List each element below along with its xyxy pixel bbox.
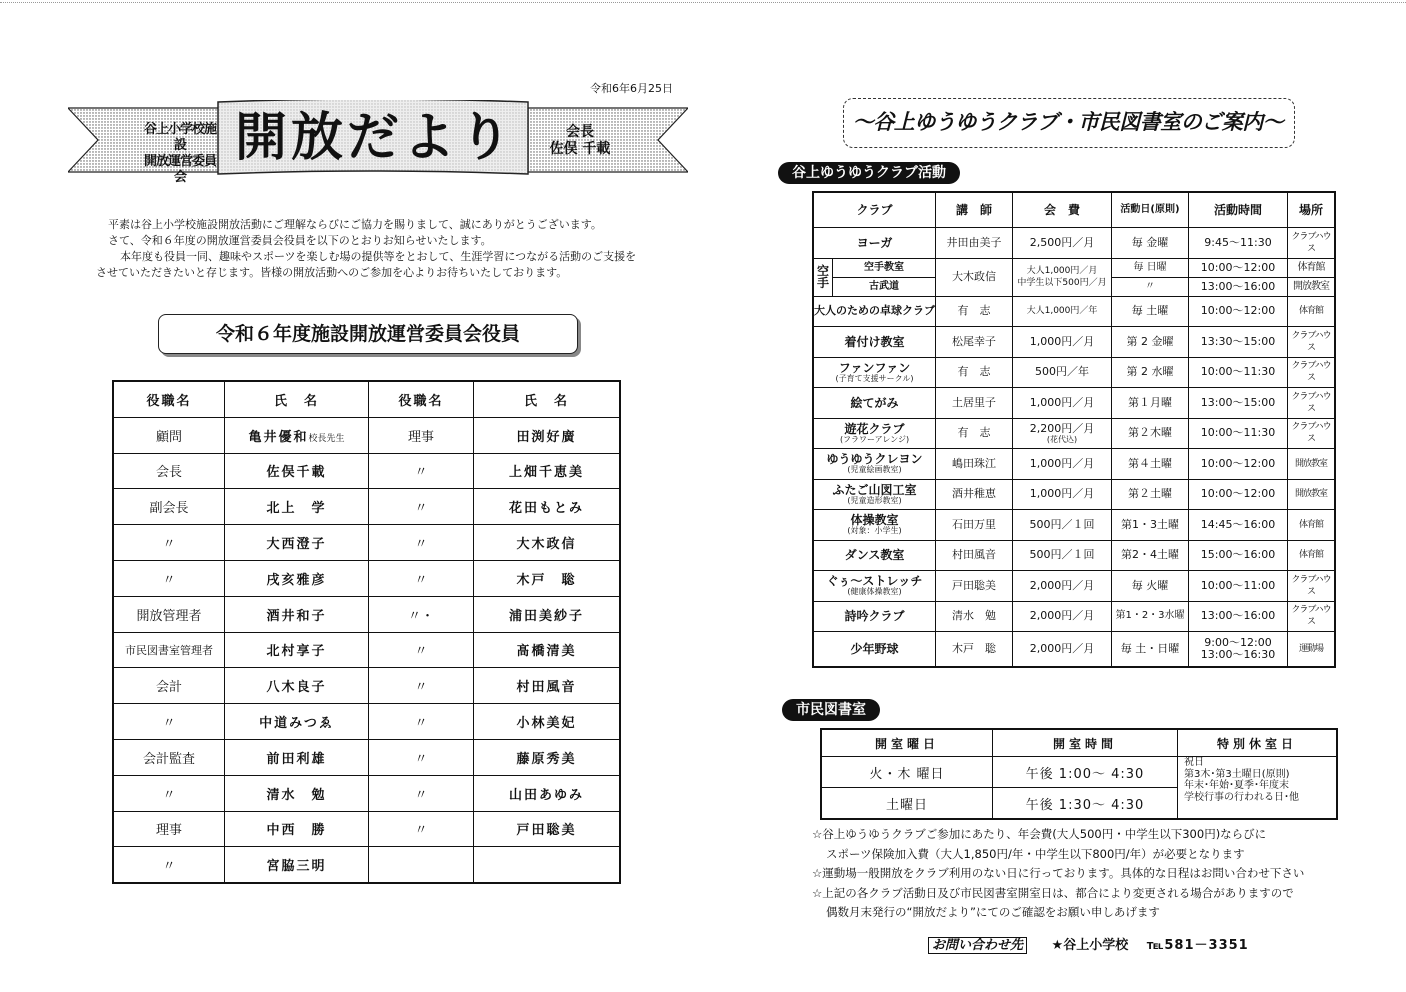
officer-note: 校長先生 [308, 433, 345, 444]
club-place: クラブハウス [1288, 228, 1336, 259]
table-row [813, 510, 1335, 541]
officer-role: 〃 [113, 525, 225, 561]
officer-role: 〃 [369, 704, 474, 740]
officers-section-title: 令和６年度施設開放運営委員会役員 [158, 314, 578, 354]
officer-role: 〃 [113, 560, 225, 596]
officer-name: 清水 勉 [225, 775, 369, 811]
note-line: スポーツ保険加入費（大人1,850円/年・中学生以下800円/年）が必要となります [826, 846, 1245, 861]
officers-header-row [113, 381, 620, 417]
club-time: 10:00～12:00 [1189, 296, 1288, 327]
club-name-note: (対象：小学生) [847, 526, 902, 536]
table-row [813, 601, 1335, 632]
club-name-text: 体操教室 [850, 513, 899, 528]
officer-name [225, 417, 369, 453]
club-day: 毎 火曜 [1112, 571, 1189, 602]
club-day: 第 2 水曜 [1112, 357, 1189, 388]
officer-role: 〃 [369, 632, 474, 668]
contact-phone: ℡581－3351 [1146, 938, 1249, 953]
club-name [813, 357, 936, 388]
officer-name: 宮脇三明 [225, 847, 369, 883]
club-time: 10:00～12:00 [1189, 479, 1288, 510]
table-row [113, 453, 620, 489]
club-fee-text: 2,200円／月 [1029, 421, 1095, 435]
table-row [813, 258, 1335, 277]
president-name: 佐俣 千載 [549, 141, 611, 157]
header-role-right: 役職名 [369, 381, 474, 417]
contact-label: お問い合わせ先 [928, 937, 1027, 954]
club-name: ヨーガ [813, 228, 936, 259]
officer-name: 藤原秀美 [474, 739, 621, 775]
club-fee-note: (花代込) [1046, 434, 1078, 444]
club-name [813, 479, 936, 510]
club-teacher: 清水 勉 [936, 601, 1013, 632]
intro-line-2: さて、令和６年度の開放運営委員会役員を以下のとおりお知らせいたします。 [108, 234, 492, 247]
officer-role: 〃 [369, 739, 474, 775]
table-row [113, 632, 620, 668]
club-place: 開放教室 [1288, 449, 1336, 480]
club-time: 13:00～15:00 [1189, 388, 1288, 419]
intro-text [96, 217, 696, 281]
header-teacher: 講 師 [936, 192, 1013, 228]
club-fee-child: 中学生以下500円／月 [1017, 278, 1107, 288]
officer-name: 花田もとみ [474, 489, 621, 525]
closed-item: 年末･年始･夏季･年度末 [1184, 780, 1289, 791]
club-day: 毎 土曜 [1112, 296, 1189, 327]
officer-name [474, 847, 621, 883]
officer-name: 酒井和子 [225, 596, 369, 632]
closed-item: 学校行事の行われる日･他 [1184, 791, 1299, 803]
club-time: 10:00～11:30 [1189, 418, 1288, 449]
club-fee: 1,000円／月 [1013, 449, 1112, 480]
note-line: ☆運動場一般開放をクラブ利用のない日に行っております。具体的な日程はお問い合わせ下さい [812, 866, 1305, 880]
header-day: 活動日(原則) [1112, 192, 1189, 228]
officer-role [369, 847, 474, 883]
officer-role: 〃 [369, 811, 474, 847]
club-name-text: ぐぅ～ストレッチ [826, 574, 923, 589]
club-teacher: 木戸 聡 [936, 632, 1013, 668]
table-row [113, 847, 620, 883]
officer-role: 〃 [369, 560, 474, 596]
karate-group-label: 空手 [813, 258, 833, 296]
club-place: 体育館 [1288, 510, 1336, 541]
table-row [113, 489, 620, 525]
closed-item: 祝日 [1184, 757, 1204, 768]
club-name-text: ファンファン [838, 360, 911, 375]
library-closed-days [1178, 757, 1338, 820]
club-day: 第２木曜 [1112, 418, 1189, 449]
officer-name: 大西澄子 [225, 525, 369, 561]
contact-school: ★谷上小学校 [1051, 938, 1129, 953]
club-fee: 1,000円／月 [1013, 388, 1112, 419]
club-day: 毎 金曜 [1112, 228, 1189, 259]
club-name [813, 449, 936, 480]
club-name: 少年野球 [813, 632, 936, 668]
club-fee: 2,000円／月 [1013, 571, 1112, 602]
club-day: 第２土曜 [1112, 479, 1189, 510]
club-name-text: ゆうゆうクレヨン [826, 452, 923, 467]
closed-item: 第3木･第3土曜日(原則) [1184, 768, 1290, 780]
club-time: 9:45～11:30 [1189, 228, 1288, 259]
club-name [813, 571, 936, 602]
club-name: 大人のための卓球クラブ [813, 296, 936, 327]
table-row [113, 811, 620, 847]
club-fee: 500円／１回 [1013, 540, 1112, 571]
officer-role: 会計 [113, 668, 225, 704]
club-time: 13:30～15:00 [1189, 327, 1288, 358]
club-time: 15:00～16:00 [1189, 540, 1288, 571]
club-time: 10:00～12:00 [1189, 449, 1288, 480]
officer-role: 開放管理者 [113, 596, 225, 632]
officer-name: 戸田聡美 [474, 811, 621, 847]
club-fee: 2,000円／月 [1013, 632, 1112, 668]
club-teacher: 村田風音 [936, 540, 1013, 571]
header-time: 活動時間 [1189, 192, 1288, 228]
club-fee: 2,500円／月 [1013, 228, 1112, 259]
intro-line-1: 平素は谷上小学校施設開放活動にご理解ならびにご協力を賜りまして、誠にありがとうございます。 [108, 218, 602, 231]
header-role-left: 役職名 [113, 381, 225, 417]
officer-name: 前田利雄 [225, 739, 369, 775]
club-fee: 1,000円／月 [1013, 479, 1112, 510]
banner-org-line1: 谷上小学校施設 [143, 122, 216, 153]
officer-name: 上畑千恵美 [474, 453, 621, 489]
officer-name: 村田風音 [474, 668, 621, 704]
table-row [113, 417, 620, 453]
table-row [813, 228, 1335, 259]
club-time-am: 9:00～12:00 [1204, 636, 1272, 649]
club-name: 着付け教室 [813, 327, 936, 358]
club-time: 10:00～11:30 [1189, 357, 1288, 388]
club-time: 13:00～16:00 [1189, 277, 1288, 296]
table-row [813, 327, 1335, 358]
club-fee: 500円／１回 [1013, 510, 1112, 541]
table-row [113, 525, 620, 561]
officer-name-text: 亀井優和 [248, 429, 309, 445]
banner-org-line2: 開放運営委員会 [143, 154, 216, 185]
officer-name: 小林美妃 [474, 704, 621, 740]
club-day: 〃 [1112, 277, 1189, 296]
officer-role: 〃 [369, 489, 474, 525]
header-club: クラブ [813, 192, 936, 228]
club-teacher: 有 志 [936, 418, 1013, 449]
header-name-right: 氏 名 [474, 381, 621, 417]
table-row [113, 596, 620, 632]
header-closed-days: 特別休室日 [1178, 729, 1338, 757]
table-row [813, 571, 1335, 602]
officer-name: 大木政信 [474, 525, 621, 561]
club-place: クラブハウス [1288, 601, 1336, 632]
president-label: 会長 [566, 124, 594, 140]
officers-table [112, 380, 621, 884]
table-row [813, 479, 1335, 510]
officer-name: 田渕好廣 [474, 417, 621, 453]
club-name-note: (フラワーアレンジ) [839, 434, 910, 444]
club-time: 14:45～16:00 [1189, 510, 1288, 541]
table-row [813, 632, 1335, 668]
newsletter-title: 開放だより [234, 108, 515, 168]
officer-role: 市民図書室管理者 [113, 632, 225, 668]
club-day: 第1・2・3水曜 [1112, 601, 1189, 632]
notes [812, 825, 1372, 923]
club-name [813, 418, 936, 449]
club-place: クラブハウス [1288, 357, 1336, 388]
club-name-note: (子育て支援サークル) [835, 373, 914, 383]
club-library-heading: ～谷上ゆうゆうクラブ・市民図書室のご案内～ [852, 110, 1284, 134]
officer-name: 浦田美紗子 [474, 596, 621, 632]
table-row [813, 296, 1335, 327]
officer-role: 会長 [113, 453, 225, 489]
officer-role: 〃 [369, 668, 474, 704]
officer-name: 山田あゆみ [474, 775, 621, 811]
library-day: 土曜日 [821, 788, 993, 820]
club-fee: 1,000円／月 [1013, 327, 1112, 358]
officer-name: 北上 学 [225, 489, 369, 525]
club-teacher: 有 志 [936, 296, 1013, 327]
club-name: 古武道 [833, 277, 936, 296]
library-day: 火・木 曜日 [821, 757, 993, 788]
note-line: ☆谷上ゆうゆうクラブご参加にあたり、年会費(大人500円・中学生以下300円)ならびに [812, 827, 1267, 841]
table-row [113, 704, 620, 740]
club-day: 第1・3土曜 [1112, 510, 1189, 541]
officer-role: 会計監査 [113, 739, 225, 775]
club-time: 13:00～16:00 [1189, 601, 1288, 632]
club-name-note: (健康体操教室) [847, 587, 902, 597]
club-fee-adult: 大人1,000円／月 [1026, 266, 1098, 276]
officer-role: 〃 [113, 775, 225, 811]
club-teacher: 土居里子 [936, 388, 1013, 419]
club-teacher: 戸田聡美 [936, 571, 1013, 602]
table-row [813, 357, 1335, 388]
club-teacher: 大木政信 [936, 258, 1013, 296]
club-activities-table [812, 191, 1336, 668]
table-row [813, 449, 1335, 480]
club-place: 開放教室 [1288, 277, 1336, 296]
table-row [113, 739, 620, 775]
library-table [820, 728, 1338, 820]
issue-date: 令和6年6月25日 [590, 82, 673, 95]
header-fee: 会 費 [1013, 192, 1112, 228]
club-time: 10:00～12:00 [1189, 258, 1288, 277]
club-time: 10:00～11:00 [1189, 571, 1288, 602]
banner-president [540, 124, 620, 158]
library-header-row [821, 729, 1337, 757]
club-day: 毎 土・日曜 [1112, 632, 1189, 668]
officer-name: 髙橋清美 [474, 632, 621, 668]
table-row [813, 388, 1335, 419]
officer-name: 八木良子 [225, 668, 369, 704]
officer-role: 〃 [369, 453, 474, 489]
clubs-header-row [813, 192, 1335, 228]
club-name: ダンス教室 [813, 540, 936, 571]
intro-line-3: 本年度も役員一同、趣味やスポーツを楽しむ場の提供等をとおして、生涯学習につながる活動のご支援を [120, 250, 637, 263]
header-open-day: 開室曜日 [821, 729, 993, 757]
club-place: 体育館 [1288, 258, 1336, 277]
officer-name: 中道みつゑ [225, 704, 369, 740]
club-time [1189, 632, 1288, 668]
club-name-note: (児童造形教室) [847, 495, 902, 505]
club-day: 第１月曜 [1112, 388, 1189, 419]
club-day: 第2・4土曜 [1112, 540, 1189, 571]
table-row [821, 757, 1337, 788]
officer-role: 理事 [369, 417, 474, 453]
header-name-left: 氏 名 [225, 381, 369, 417]
club-fee: 2,000円／月 [1013, 601, 1112, 632]
table-row [813, 418, 1335, 449]
club-place: クラブハウス [1288, 571, 1336, 602]
club-fee [1013, 418, 1112, 449]
club-day: 第４土曜 [1112, 449, 1189, 480]
page-edge-line [0, 2, 1406, 3]
club-teacher: 有 志 [936, 357, 1013, 388]
club-place: 運動場 [1288, 632, 1336, 668]
officer-role: 〃・ [369, 596, 474, 632]
header-place: 場所 [1288, 192, 1336, 228]
library-label: 市民図書室 [782, 699, 880, 721]
library-time: 午後 1:00～ 4:30 [993, 757, 1178, 788]
officer-name: 北村享子 [225, 632, 369, 668]
note-line: 偶数月末発行の“開放だより”にてのご確認をお願い申しあげます [826, 905, 1160, 919]
club-teacher: 嶋田珠江 [936, 449, 1013, 480]
contact-info [928, 934, 1249, 953]
officer-role: 〃 [369, 525, 474, 561]
table-row [113, 775, 620, 811]
club-name-text: ふたご山図工室 [832, 482, 917, 497]
club-place: 開放教室 [1288, 479, 1336, 510]
officer-name: 木戸 聡 [474, 560, 621, 596]
club-fee: 500円／年 [1013, 357, 1112, 388]
club-name: 絵てがみ [813, 388, 936, 419]
officer-name: 佐俣千載 [225, 453, 369, 489]
club-teacher: 井田由美子 [936, 228, 1013, 259]
club-teacher: 松尾幸子 [936, 327, 1013, 358]
table-row [113, 668, 620, 704]
officer-role: 顧問 [113, 417, 225, 453]
officer-role: 〃 [369, 775, 474, 811]
club-place: 体育館 [1288, 540, 1336, 571]
club-name-text: 遊花クラブ [844, 421, 905, 436]
club-fee: 大人1,000円／年 [1013, 296, 1112, 327]
officer-role: 副会長 [113, 489, 225, 525]
header-open-time: 開室時間 [993, 729, 1178, 757]
club-name: 詩吟クラブ [813, 601, 936, 632]
officer-role: 〃 [113, 704, 225, 740]
club-place: クラブハウス [1288, 327, 1336, 358]
officer-role: 理事 [113, 811, 225, 847]
club-place: クラブハウス [1288, 418, 1336, 449]
table-row [113, 560, 620, 596]
club-name: 空手教室 [833, 258, 936, 277]
club-place: 体育館 [1288, 296, 1336, 327]
officer-name: 中西 勝 [225, 811, 369, 847]
club-activities-label: 谷上ゆうゆうクラブ活動 [778, 162, 960, 184]
club-teacher: 酒井稚恵 [936, 479, 1013, 510]
club-fee [1013, 258, 1112, 296]
club-name [813, 510, 936, 541]
banner-organization [140, 122, 220, 186]
table-row [813, 540, 1335, 571]
officer-name: 戌亥雅彦 [225, 560, 369, 596]
club-day: 毎 日曜 [1112, 258, 1189, 277]
club-teacher: 石田万里 [936, 510, 1013, 541]
club-name-note: (児童絵画教室) [847, 465, 902, 475]
library-time: 午後 1:30～ 4:30 [993, 788, 1178, 820]
club-place: クラブハウス [1288, 388, 1336, 419]
intro-line-4: させていただきたいと存じます。皆様の開放活動へのご参加を心よりお待ちいたしております。 [96, 266, 568, 279]
officer-role: 〃 [113, 847, 225, 883]
club-time-pm: 13:00～16:30 [1200, 648, 1276, 661]
club-day: 第 2 金曜 [1112, 327, 1189, 358]
note-line: ☆上記の各クラブ活動日及び市民図書室開室日は、都合により変更される場合がありますので [812, 885, 1294, 900]
